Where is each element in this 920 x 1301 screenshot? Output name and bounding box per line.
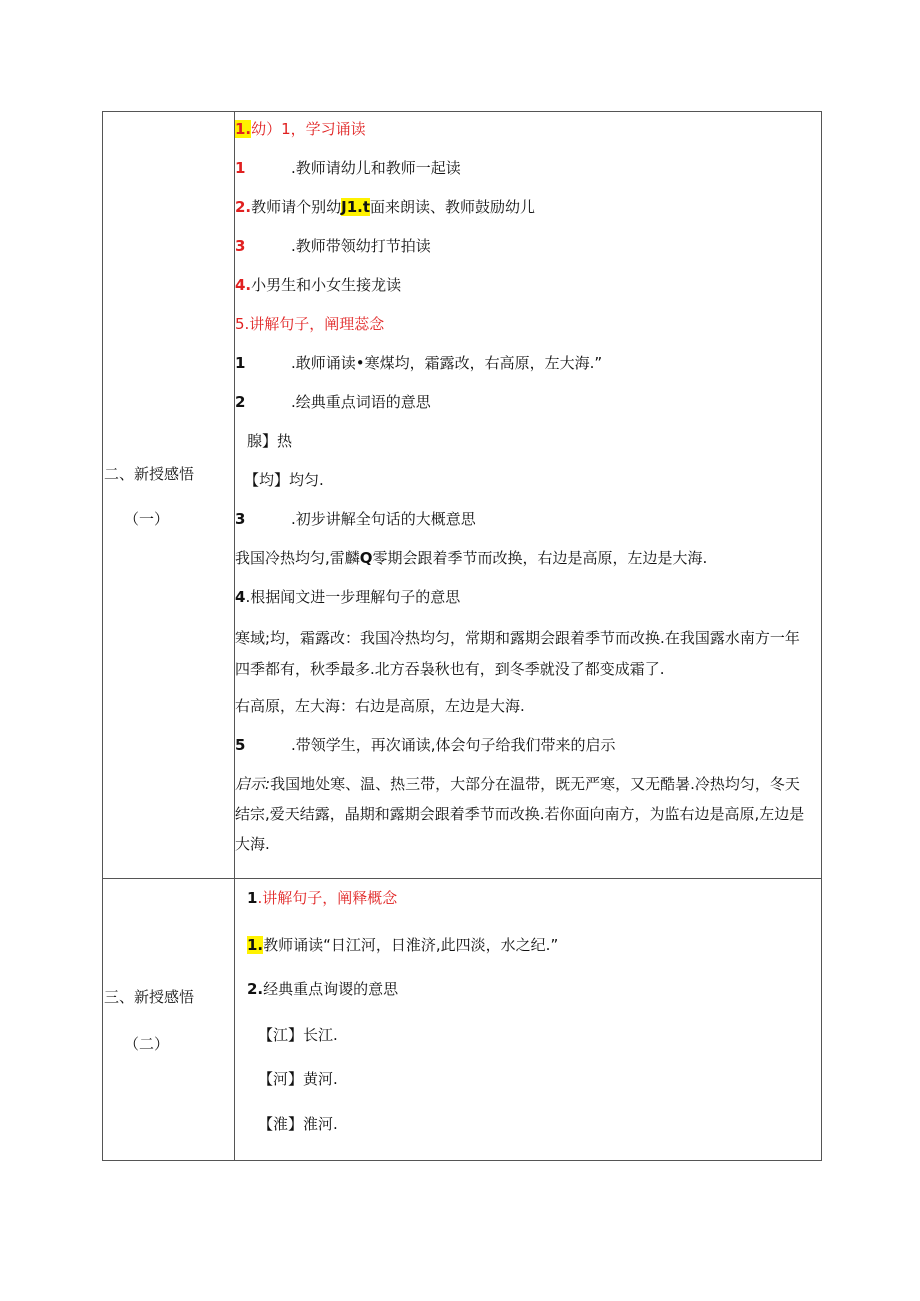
s1-line-7-text: .敢师诵读•寒煤均，霜露改，右高原，左大海.” (291, 354, 603, 372)
s1-line-5-num: 4. (235, 276, 252, 294)
s1-line-5 (235, 275, 401, 295)
section-2-subtitle: （二） (124, 1035, 170, 1053)
s1-line-12-text-b: 零期会跟着季节而改换，右边是高原，左边是大海. (372, 549, 708, 567)
s1-line-17-text: .带领学生，再次诵读,体会句子给我们带来的启示 (291, 736, 616, 754)
s1-line-3-text-b: 面来朗读、教师鼓励幼儿 (370, 198, 536, 216)
s2-line-1 (247, 888, 397, 908)
s2-line-6: 【淮】淮河. (258, 1115, 338, 1133)
s1-line-13-num: 4 (235, 588, 246, 606)
s1-line-2-num: 1 (235, 159, 246, 177)
s1-line-9: 腺】热 (247, 432, 293, 450)
section-2-title: 三、新授感悟 (104, 988, 195, 1006)
s1-line-19: 结宗,爱天结露，晶期和露期会跟着季节而改换.若你面向南方，为监右边是高原,左边是 (235, 805, 805, 823)
s1-line-12-text-a: 我国冷热均匀,雷麟 (235, 549, 360, 567)
s1-line-11-text: .初步讲解全句话的大概意思 (291, 510, 476, 528)
s1-line-6: 5.讲解句子，阐理蕊念 (235, 315, 385, 333)
s1-line-18-text: 我国地处寒、温、热三带，大部分在温带，既无严寒，又无酷暑.冷热均匀，冬天 (270, 775, 800, 793)
s1-line-8-text: .绘典重点词语的意思 (291, 393, 431, 411)
highlight-mark: 1. (247, 936, 264, 954)
row-divider (102, 878, 822, 879)
s1-line-2 (235, 158, 461, 178)
s2-line-3-num: 2. (247, 980, 264, 998)
s1-line-4-num: 3 (235, 237, 246, 255)
s1-line-20: 大海. (235, 835, 270, 853)
s1-line-13 (235, 587, 460, 607)
highlight-mark: 1. (235, 120, 252, 138)
s1-line-14: 寒域;均，霜露改：我国冷热均匀，常期和露期会跟着季节而改换.在我国露水南方一年 (235, 629, 800, 647)
s2-line-3 (247, 979, 398, 999)
s1-line-11-num: 3 (235, 510, 246, 528)
s2-line-5: 【河】黄河. (258, 1070, 338, 1088)
s1-line-15: 四季都有，秋季最多.北方吞袅秋也有，到冬季就没了都变成霜了. (235, 660, 665, 678)
s1-line-8-num: 2 (235, 393, 246, 411)
highlight-mark: J1.t (341, 198, 371, 216)
s1-line-12-mark: Q (359, 549, 373, 567)
s1-line-1 (235, 119, 366, 139)
s1-line-3-text-a: 教师请个别幼 (251, 198, 342, 216)
s2-line-2 (247, 935, 558, 955)
s1-line-7 (235, 353, 602, 373)
section-1-subtitle: （一） (124, 510, 170, 528)
s2-line-1-num: 1 (247, 889, 258, 907)
s1-line-3-num: 2. (235, 198, 252, 216)
s2-line-1-text: .讲解句子，阐释概念 (257, 889, 398, 907)
s1-line-12 (235, 548, 707, 568)
s1-line-17 (235, 735, 616, 755)
s1-line-11 (235, 509, 476, 529)
section-1-title: 二、新授感悟 (104, 465, 195, 483)
s2-line-3-text: 经典重点询谡的意思 (263, 980, 399, 998)
s1-line-8 (235, 392, 431, 412)
s1-line-2-text: .教师请幼儿和教师一起读 (291, 159, 461, 177)
s1-line-7-num: 1 (235, 354, 246, 372)
s1-line-4 (235, 236, 431, 256)
s1-line-10: 【均】均匀. (244, 471, 324, 489)
s1-line-13-text: .根据闻文进一步理解句子的意思 (245, 588, 461, 606)
s1-line-3 (235, 197, 535, 217)
s1-line-1-text: 幼）1，学习诵读 (251, 120, 366, 138)
s1-line-5-text: 小男生和小女生接龙读 (251, 276, 402, 294)
s1-line-18 (235, 774, 800, 794)
s1-line-18-label: 启示: (235, 775, 271, 793)
s1-line-17-num: 5 (235, 736, 246, 754)
s2-line-4: 【江】长江. (258, 1026, 338, 1044)
s2-line-2-text: 教师诵读“日江河，日淮济,此四淡，水之纪.” (263, 936, 559, 954)
s1-line-16: 右高原，左大海：右边是高原，左边是大海. (235, 697, 525, 715)
s1-line-4-text: .教师带领幼打节拍读 (291, 237, 431, 255)
